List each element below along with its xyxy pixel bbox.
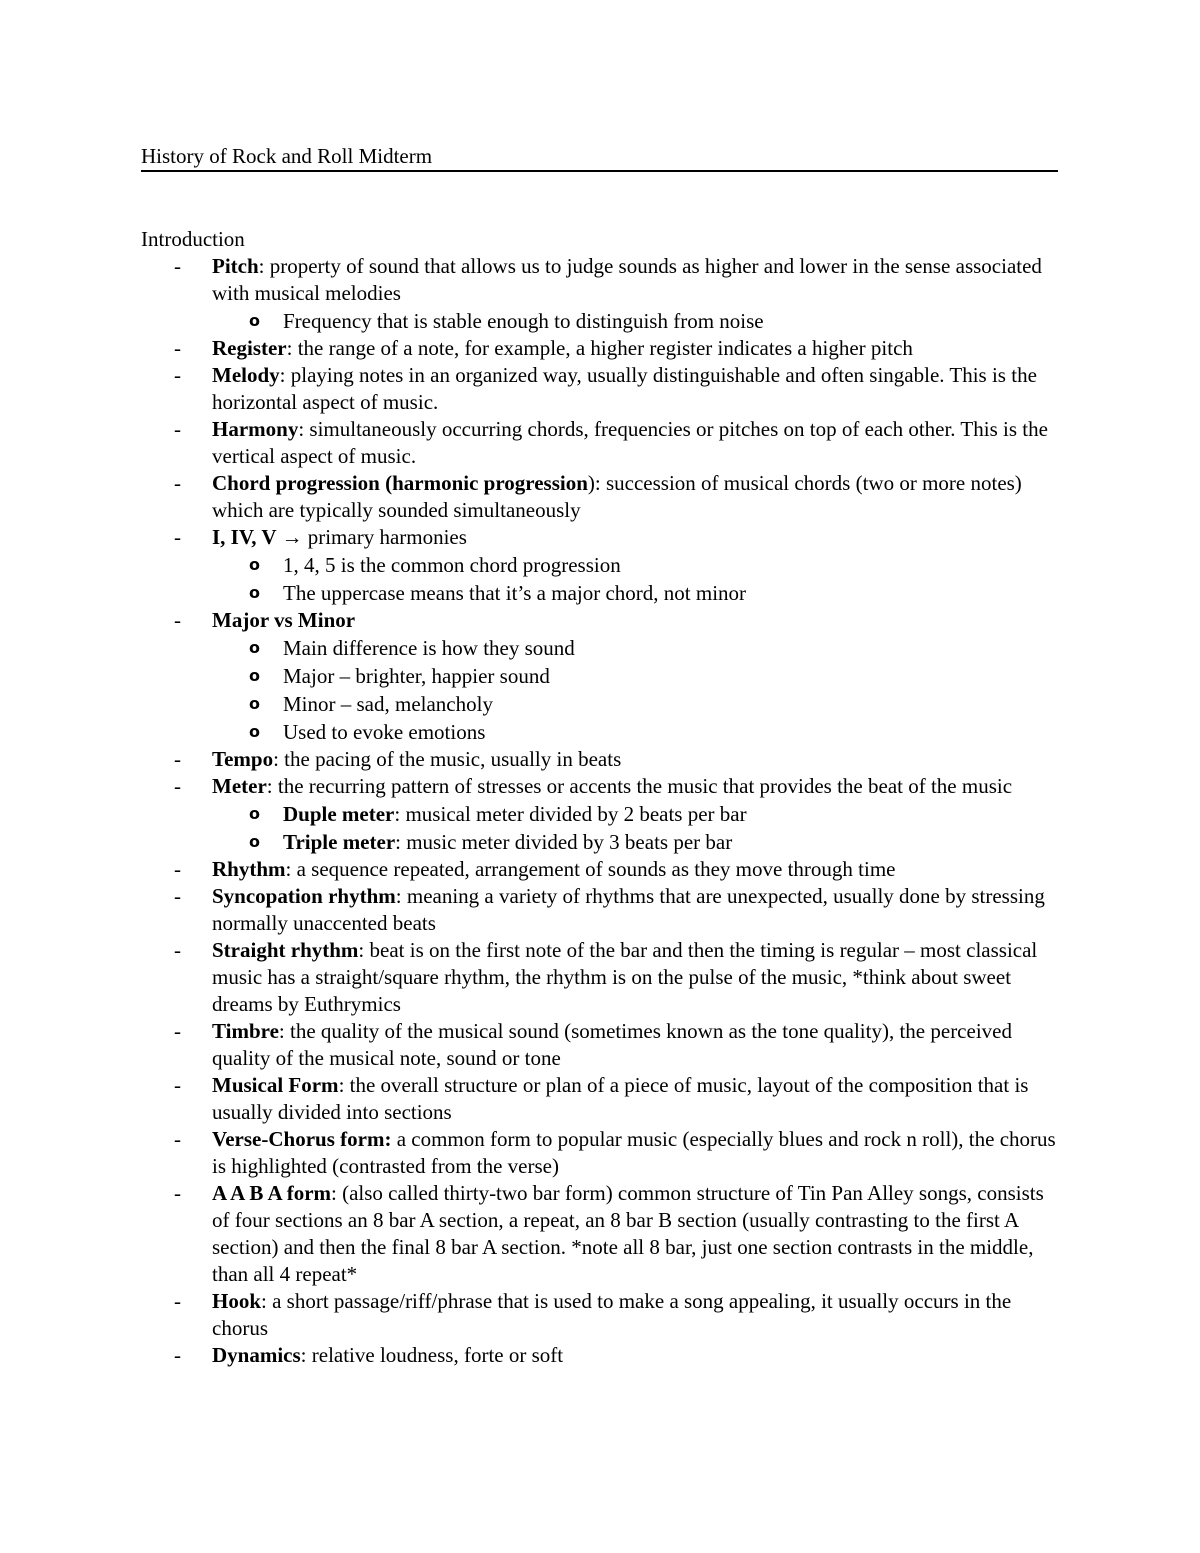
sub-list xyxy=(212,307,1058,335)
dash-bullet: - xyxy=(174,417,181,441)
sub-list-item xyxy=(141,800,1058,828)
term-label: Hook xyxy=(212,1289,262,1313)
term-definition: : the pacing of the music, usually in beats xyxy=(273,747,622,771)
term-definition: : the quality of the musical sound (sometimes known as the tone quality), the perceived quality of the musical note, sound or tone xyxy=(212,1019,1012,1070)
sub-list-item xyxy=(141,690,1058,718)
dash-bullet: - xyxy=(174,608,181,632)
sub-term-label: Triple meter xyxy=(283,830,396,854)
sub-item-text: : musical meter divided by 2 beats per bar xyxy=(394,802,747,826)
term-definition: : playing notes in an organized way, usually distinguishable and often singable. This is the horizontal aspect of music. xyxy=(212,363,1037,414)
dash-bullet: - xyxy=(174,938,181,962)
sub-list-item xyxy=(141,579,1058,607)
list-item xyxy=(141,773,1058,856)
circle-bullet-icon: o xyxy=(249,555,260,574)
sub-item-text: Minor – sad, melancholy xyxy=(283,692,493,716)
list-item xyxy=(141,746,1058,773)
dash-bullet: - xyxy=(174,471,181,495)
sub-list xyxy=(212,634,1058,746)
sub-item-text: : music meter divided by 3 beats per bar xyxy=(395,830,733,854)
list-item xyxy=(141,335,1058,362)
term-definition: : relative loudness, forte or soft xyxy=(300,1343,564,1367)
term-definition: ): succession of musical chords (two or more notes) which are typically sounded simultaneously xyxy=(212,471,1022,522)
term-label: Timbre xyxy=(212,1019,279,1043)
sub-list-item xyxy=(141,551,1058,579)
term-label: Verse-Chorus form: xyxy=(212,1127,392,1151)
sub-list-item xyxy=(141,662,1058,690)
sub-item-text: Major – brighter, happier sound xyxy=(283,664,550,688)
term-list xyxy=(141,253,1058,1369)
dash-bullet: - xyxy=(174,1289,181,1313)
circle-bullet-icon: o xyxy=(249,583,260,602)
circle-bullet-icon: o xyxy=(249,804,260,823)
term-label: Tempo xyxy=(212,747,274,771)
circle-bullet-icon: o xyxy=(249,311,260,330)
sub-item-text: Frequency that is stable enough to distinguish from noise xyxy=(283,309,764,333)
list-item xyxy=(141,1072,1058,1126)
sub-item-text: Used to evoke emotions xyxy=(283,720,486,744)
sub-list-item xyxy=(141,634,1058,662)
dash-bullet: - xyxy=(174,1127,181,1151)
sub-list-item xyxy=(141,307,1058,335)
circle-bullet-icon: o xyxy=(249,832,260,851)
term-definition: : simultaneously occurring chords, frequencies or pitches on top of each other. This is the vertical aspect of music. xyxy=(212,417,1048,468)
term-label: Dynamics xyxy=(212,1343,301,1367)
term-definition: : meaning a variety of rhythms that are unexpected, usually done by stressing normally unaccented beats xyxy=(212,884,1045,935)
term-label: Melody xyxy=(212,363,280,387)
list-item xyxy=(141,1018,1058,1072)
term-definition: : the overall structure or plan of a piece of music, layout of the composition that is usually divided into sections xyxy=(212,1073,1029,1124)
circle-bullet-icon: o xyxy=(249,722,260,741)
dash-bullet: - xyxy=(174,1019,181,1043)
sub-item-text: The uppercase means that it’s a major chord, not minor xyxy=(283,581,747,605)
term-definition: : the range of a note, for example, a higher register indicates a higher pitch xyxy=(286,336,913,360)
dash-bullet: - xyxy=(174,1343,181,1367)
sub-list xyxy=(212,551,1058,607)
term-definition: : a sequence repeated, arrangement of sounds as they move through time xyxy=(285,857,896,881)
sub-list xyxy=(212,800,1058,856)
term-definition: : (also called thirty-two bar form) common structure of Tin Pan Alley songs, consists of four sections an 8 bar A section, a repeat, an 8 bar B section (usually contrasting to the first A section) and then the final 8 bar A section. *note all 8 bar, just one section contrasts in the middle, than all 4 repeat* xyxy=(212,1181,1044,1286)
list-item xyxy=(141,362,1058,416)
term-label: Meter xyxy=(212,774,267,798)
document-title: History of Rock and Roll Midterm xyxy=(141,143,1058,172)
term-label: A A B A form xyxy=(212,1181,332,1205)
list-item xyxy=(141,416,1058,470)
dash-bullet: - xyxy=(174,747,181,771)
dash-bullet: - xyxy=(174,857,181,881)
list-item xyxy=(141,607,1058,746)
term-label: Chord progression (harmonic progression xyxy=(212,471,588,495)
sub-list-item xyxy=(141,718,1058,746)
dash-bullet: - xyxy=(174,774,181,798)
term-definition: : a short passage/riff/phrase that is used to make a song appealing, it usually occurs in the chorus xyxy=(212,1289,1012,1340)
dash-bullet: - xyxy=(174,525,181,549)
list-item xyxy=(141,883,1058,937)
sub-term-label: Duple meter xyxy=(283,802,395,826)
term-label: Straight rhythm xyxy=(212,938,359,962)
list-item xyxy=(141,470,1058,524)
term-label: Syncopation rhythm xyxy=(212,884,396,908)
term-label: Rhythm xyxy=(212,857,286,881)
term-label: I, IV, V → xyxy=(212,525,303,549)
term-definition: primary harmonies xyxy=(302,525,467,549)
term-definition: : property of sound that allows us to judge sounds as higher and lower in the sense associated with musical melodies xyxy=(212,254,1042,305)
term-definition: : the recurring pattern of stresses or accents the music that provides the beat of the music xyxy=(266,774,1013,798)
list-item xyxy=(141,253,1058,335)
dash-bullet: - xyxy=(174,254,181,278)
circle-bullet-icon: o xyxy=(249,638,260,657)
list-item xyxy=(141,1342,1058,1369)
circle-bullet-icon: o xyxy=(249,694,260,713)
term-label: Major vs Minor xyxy=(212,608,356,632)
term-label: Pitch xyxy=(212,254,259,278)
term-label: Harmony xyxy=(212,417,299,441)
section-heading: Introduction xyxy=(141,227,245,251)
term-label: Musical Form xyxy=(212,1073,339,1097)
list-item xyxy=(141,937,1058,1018)
term-label: Register xyxy=(212,336,287,360)
dash-bullet: - xyxy=(174,363,181,387)
list-item xyxy=(141,1126,1058,1180)
dash-bullet: - xyxy=(174,336,181,360)
list-item xyxy=(141,1288,1058,1342)
dash-bullet: - xyxy=(174,884,181,908)
list-item xyxy=(141,1180,1058,1288)
sub-list-item xyxy=(141,828,1058,856)
sub-item-text: Main difference is how they sound xyxy=(283,636,575,660)
term-definition: : beat is on the first note of the bar and then the timing is regular – most classical music has a straight/square rhythm, the rhythm is on the pulse of the music, *think about sweet dreams by Euthrymics xyxy=(212,938,1038,1016)
dash-bullet: - xyxy=(174,1073,181,1097)
dash-bullet: - xyxy=(174,1181,181,1205)
document-body xyxy=(141,226,1058,1369)
list-item xyxy=(141,856,1058,883)
list-item xyxy=(141,524,1058,607)
circle-bullet-icon: o xyxy=(249,666,260,685)
sub-item-text: 1, 4, 5 is the common chord progression xyxy=(283,553,621,577)
term-definition: a common form to popular music (especially blues and rock n roll), the chorus is highlighted (contrasted from the verse) xyxy=(212,1127,1056,1178)
